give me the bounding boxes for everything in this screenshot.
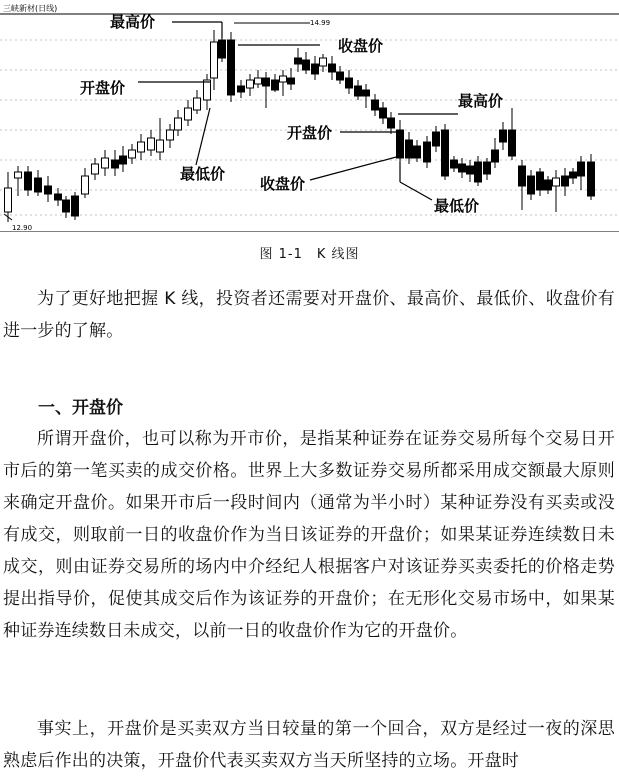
candle-body [467,166,474,174]
candle-body [175,118,182,130]
candle-body [138,142,145,152]
section-heading: 一、开盘价 [38,398,123,418]
candle-body [102,158,109,168]
stock-label: 三峡新材(日线) [3,4,58,13]
candle-body [280,76,287,82]
candle-body [255,78,262,84]
candle-body [337,72,344,80]
candle-body [414,146,421,158]
candle-body [35,178,42,192]
candle-body [578,162,585,176]
candle-body [346,78,353,88]
candle-body [562,176,569,186]
candle-body [355,86,362,96]
candle-body [129,150,136,158]
candle-body [92,164,99,174]
label-close-2: 收盘价 [260,175,306,193]
intro-paragraph: 为了更好地把握 K 线，投资者还需要对开盘价、最高价、最低价、收盘价有进一步的了解。 [3,289,615,341]
candle-body [372,100,379,110]
candle-body [442,130,449,176]
candle-body [5,188,12,212]
candle-body [380,108,387,118]
candle-body [388,118,395,128]
candle-body [459,164,466,172]
label-low-1: 最低价 [180,165,226,183]
section-paragraph-2: 事实上，开盘价是买卖双方当日较量的第一个回合，双方是经过一夜的深思熟虑后作出的决策，开盘价代表买卖双方当天所坚持的立场。开盘时 [3,719,615,771]
candle-body [492,150,499,162]
candle-body [519,166,526,186]
candle-body [303,60,310,70]
candle-body [112,160,119,168]
label-low-2: 最低价 [434,197,480,215]
candle-body [484,162,491,174]
candle-body [553,178,560,186]
candle-body [312,64,319,74]
min-value-label: 12.90 [12,224,33,232]
candle-body [238,86,245,92]
candle-body [433,132,440,146]
candle-body [424,142,431,162]
candle-body [204,80,211,100]
candle-body [167,130,174,140]
kline-figure [0,0,619,232]
candle-body [45,186,52,194]
max-value-label: 14.99 [310,19,331,27]
candle-body [363,90,370,96]
candle-body [211,42,218,78]
label-open-2: 开盘价 [287,124,333,142]
candle-body [194,98,201,110]
candle-body [247,80,254,88]
candle-body [397,130,404,158]
candle-body [148,138,155,150]
candle-body [72,196,79,216]
label-high-1: 最高价 [110,13,156,31]
candle-body [475,162,482,182]
candle-body [55,194,62,200]
candle-body [406,140,413,158]
candle-body [157,140,164,152]
candle-body [15,172,22,178]
figure-caption: 图 1-1 K 线图 [259,247,360,262]
candle-body [272,80,279,90]
label-high-2: 最高价 [458,92,504,110]
candle-body [570,172,577,178]
candle-body [263,78,270,86]
candle-body [320,58,327,66]
candle-body [63,200,70,212]
candle-body [509,130,516,156]
candle-body [219,40,226,58]
section-paragraph-1: 所谓开盘价，也可以称为开市价，是指某种证券在证券交易所每个交易日开市后的第一笔买卖的成交价格。世界上大多数证券交易所都采用成交额最大原则来确定开盘价。如果开市后一段时间内（通常为半小时）某种证券没有买卖或没有成交，则取前一日的收盘价作为当日该证券的开盘价；如果某证券连续数日未成交，则由证券交易所的场内中介经纪人根据客户对该证券买卖委托的价格走势提出指导价，促使其成交后作为该证券的开盘价；在无形化交易市场中，如果某种证券连续数日未成交，以前一日的收盘价作为它的开盘价。 [3,429,615,641]
candle-body [528,176,535,194]
candle-body [500,130,507,142]
candle-body [545,180,552,190]
candle-body [82,176,89,194]
candle-body [451,160,458,168]
candle-body [25,172,32,190]
candle-body [588,162,595,196]
candle-body [295,58,302,64]
candle-body [288,78,295,84]
kline-chart [0,0,619,232]
candle-body [537,172,544,190]
label-close-1: 收盘价 [338,37,384,55]
candle-body [120,156,127,164]
candle-body [228,40,235,95]
candle-body [329,64,336,72]
label-open-1: 开盘价 [80,79,126,97]
candle-body [185,108,192,120]
